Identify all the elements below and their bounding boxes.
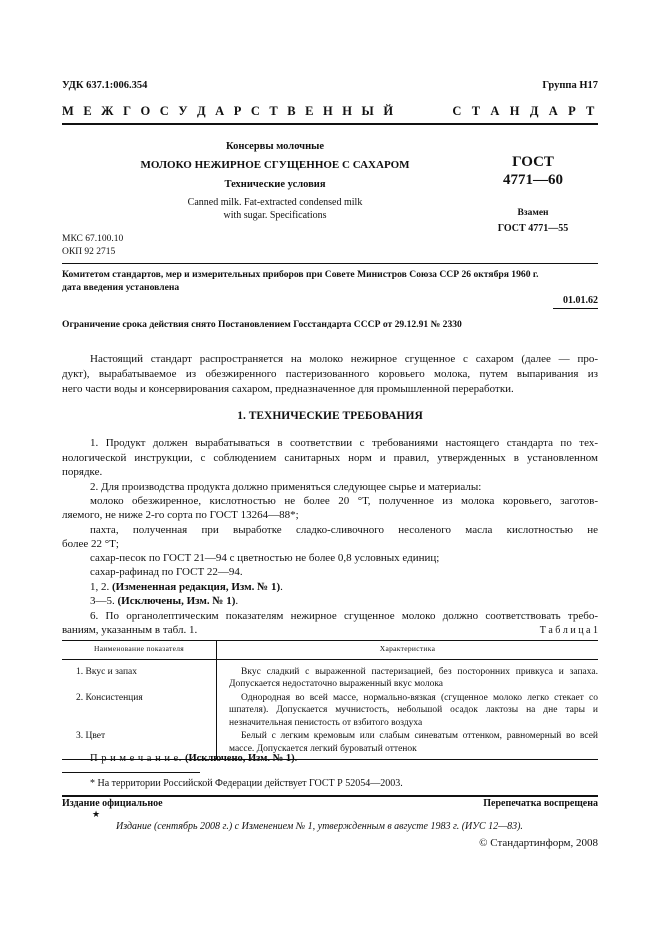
clause-6-line-1: 6. По органолептическим показателям нежирное сгущенное молоко должно соответствовать требо-: [90, 610, 598, 622]
copyright: © Стандартинформ, 2008: [479, 837, 598, 849]
table-row: [62, 691, 598, 730]
approval-text: Комитетом стандартов, мер и измерительных приборов при Совете Министров Союза ССР 26 октября 1960 г.: [62, 269, 539, 280]
material-refined-sugar: сахар-рафинад по ГОСТ 22—94.: [90, 566, 243, 578]
table-caption: Т а б л и ц а 1: [539, 625, 598, 636]
material-skim-milk-line-2: ляемого, не ниже 2-го сорта по ГОСТ 13264—88*;: [62, 509, 299, 521]
amendment-note-1: [90, 580, 283, 594]
effective-date-label: дата введения установлена: [62, 282, 180, 293]
group-code: Группа Н17: [542, 80, 598, 91]
reprint-prohibited: Перепечатка воспрещена: [483, 798, 598, 809]
row-characteristic: Белый с легким кремовым или слабым синеватым оттенком, равномерный во всей массе. Допускается легкий буроватый оттенок: [217, 729, 599, 760]
udk-code: УДК 637.1:006.354: [62, 80, 148, 91]
date-underline: [553, 308, 598, 309]
footer-divider: [62, 795, 598, 797]
amendment-note-2-suffix: .: [235, 595, 239, 607]
english-title-line-1: Canned milk. Fat-extracted condensed milk: [187, 197, 363, 208]
document-title: МОЛОКО НЕЖИРНОЕ СГУЩЕННОЕ С САХАРОМ: [140, 159, 410, 171]
table-organoleptic: [62, 640, 598, 760]
amendment-note-2: [90, 594, 238, 608]
intro-line-3: него части воды и консервирования сахаром, предназначенное для промышленной переработки.: [62, 383, 514, 395]
english-title-line-2: with sugar. Specifications: [223, 210, 327, 221]
table-row: [62, 659, 598, 691]
header-divider: [62, 123, 598, 125]
gost-number: 4771—60: [503, 172, 563, 188]
amendment-note-1-prefix: 1, 2.: [90, 581, 112, 593]
row-name: 2. Консистенция: [62, 691, 217, 730]
edition-note: Издание (сентябрь 2008 г.) с Изменением № 1, утвержденным в августе 1983 г. (ИУС 12—83).: [116, 821, 523, 832]
replaces-gost: ГОСТ 4771—55: [497, 223, 569, 234]
amendment-note-2-bold: (Исключены, Изм. № 1): [117, 595, 236, 607]
material-skim-milk-line-1: молоко обезжиренное, кислотностью не более 20 °Т, полученное из молока коровьего, заготов-: [90, 495, 598, 507]
effective-date: 01.01.62: [563, 295, 598, 306]
table-note-label: П р и м е ч а н и е.: [90, 753, 185, 764]
column-header-characteristic: Характеристика: [217, 641, 599, 660]
table-header-row: [62, 641, 598, 660]
intro-line-2: дукт), вырабатываемое из обезжиренного пастеризованного коровьего молока, путем выпаривания из: [62, 368, 598, 380]
banner-standard: С Т А Н Д А Р Т: [452, 104, 598, 118]
replaces-label: Взамен: [517, 208, 549, 218]
star-mark: ★: [92, 809, 101, 819]
clause-1-line-3: порядке.: [62, 466, 103, 478]
amendment-note-1-suffix: .: [280, 581, 283, 593]
document-subtitle: Технические условия: [224, 179, 326, 190]
material-buttermilk-line-2: более 22 °Т;: [62, 538, 119, 550]
okp-code: ОКП 92 2715: [62, 247, 116, 257]
intro-line-1: Настоящий стандарт распространяется на молоко нежирное сгущенное с сахаром (далее — про-: [90, 353, 598, 365]
table-note: [90, 753, 297, 764]
footnote-separator: [62, 772, 200, 773]
mks-code: МКС 67.100.10: [62, 234, 124, 244]
clause-1-line-1: 1. Продукт должен вырабатываться в соответствии с требованиями настоящего стандарта по тех-: [90, 437, 598, 449]
row-characteristic: Однородная во всей массе, нормально-вязкая (сгущенное молоко легко стекает со шпателя). Допускается мучнистость, небольшой осадок лактозы на дне тары и незначительная пенистость от взбитого воздуха: [229, 692, 598, 728]
amendment-note-2-prefix: 3—5.: [90, 595, 118, 607]
official-edition: Издание официальное: [62, 798, 163, 809]
footnote: * На территории Российской Федерации действует ГОСТ Р 52054—2003.: [90, 778, 403, 789]
row-name: 3. Цвет: [62, 729, 217, 760]
row-name: 1. Вкус и запах: [62, 659, 217, 691]
table-note-bold: (Исключено, Изм. № 1): [184, 753, 295, 764]
gost-label: ГОСТ: [512, 154, 554, 170]
clause-1-line-2: нологической инструкции, с соблюдением санитарных норм и правил, утвержденных в установленном: [62, 452, 598, 464]
material-sugar: сахар-песок по ГОСТ 21—94 с цветностью не более 0,8 условных единиц;: [90, 552, 440, 564]
amendment-note-1-bold: (Измененная редакция, Изм. № 1): [112, 581, 281, 593]
material-buttermilk-line-1: пахта, полученная при выработке сладко-сливочного несоленого масла кислотностью не: [90, 524, 598, 536]
category-title: Консервы молочные: [226, 141, 324, 152]
section-heading: 1. ТЕХНИЧЕСКИЕ ТРЕБОВАНИЯ: [237, 410, 423, 422]
title-divider: [62, 263, 598, 264]
column-header-indicator: Наименование показателя: [62, 641, 217, 660]
banner-interstate: М Е Ж Г О С У Д А Р С Т В Е Н Н Ы Й: [62, 104, 397, 118]
clause-2: 2. Для производства продукта должно применяться следующее сырье и материалы:: [90, 481, 482, 493]
row-characteristic: Вкус сладкий с выраженной пастеризацией, без посторонних привкуса и запаха. Допускается недостаточно выраженный вкус молока: [229, 666, 598, 689]
clause-6-line-2: ваниям, указанным в табл. 1.: [62, 624, 198, 636]
limitation-notice: Ограничение срока действия снято Постановлением Госстандарта СССР от 29.12.91 № 2330: [62, 319, 462, 330]
table-note-suffix: .: [294, 753, 298, 764]
